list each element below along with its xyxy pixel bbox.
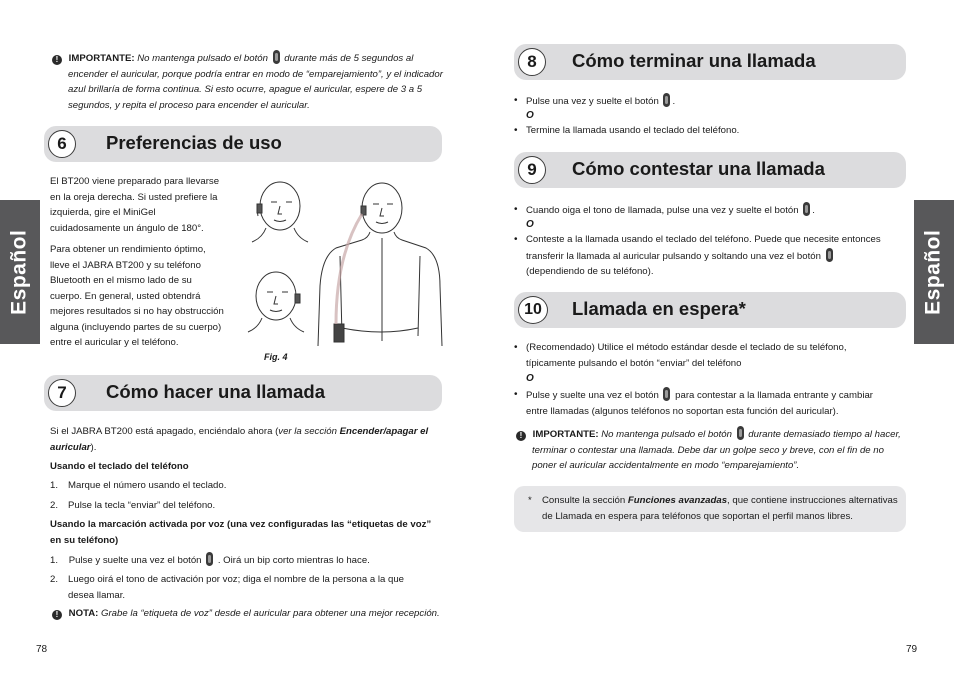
or-separator: O xyxy=(526,219,534,230)
headset-button-icon xyxy=(826,248,833,262)
headset-button-icon xyxy=(663,93,670,107)
section-number: 10 xyxy=(518,296,548,324)
language-tab-left xyxy=(0,200,40,344)
keypad-step-2: 2. Pulse la tecla “enviar” del teléfono. xyxy=(50,500,216,511)
section-8-header xyxy=(514,44,906,80)
wearing-position-illustration xyxy=(244,176,444,356)
section-10-bullet-1: • (Recomendado) Utilice el método estándar desde el teclado de su teléfono, típicamente pulsando el botón “enviar” del teléfono xyxy=(526,340,906,371)
section-number: 9 xyxy=(518,156,546,184)
signal-arc xyxy=(336,214,362,324)
headset-button-icon xyxy=(803,202,810,216)
language-tab-right xyxy=(914,200,954,344)
warning-icon: ! xyxy=(52,610,62,620)
section-7-header xyxy=(44,375,442,411)
voice-step-1: 1. Pulse y suelte una vez el botón . Oirá un bip corto mientras lo hace. xyxy=(50,552,370,569)
language-tab-label: Español xyxy=(7,229,31,315)
footnote-marker: * xyxy=(528,495,532,506)
or-separator: O xyxy=(526,110,534,121)
headset-button-icon xyxy=(273,50,280,64)
section-6-paragraph-1: El BT200 viene preparado para llevarse en la oreja derecha. Si usted prefiere la izquierda, gire el MiniGel cuidadosamente un ángulo de 180°. xyxy=(50,176,220,234)
section-8-bullet-2: • Termine la llamada usando el teclado del teléfono. xyxy=(526,123,739,139)
warning-icon: ! xyxy=(516,431,526,441)
keypad-heading: Usando el teclado del teléfono xyxy=(50,461,189,472)
section-number: 8 xyxy=(518,48,546,76)
section-title: Preferencias de uso xyxy=(106,132,282,153)
section-number: 6 xyxy=(48,130,76,158)
head-sketch-top xyxy=(252,182,308,242)
voice-step-2: 2. Luego oirá el tono de activación por voz; diga el nombre de la persona a la que desea llamar. xyxy=(50,574,405,601)
section-8-bullet-1: • Pulse una vez y suelte el botón . xyxy=(526,93,675,110)
important-note-right: ! IMPORTANTE: No mantenga pulsado el botón durante demasiado tiempo al hacer, terminar o contestar una llamada. Debe dar un golpe seco y breve, con el fin de no poner el auricular accidentalmente en modo “emparejamiento”. xyxy=(516,426,906,474)
head-sketch-bottom xyxy=(248,272,304,332)
headset-button-icon xyxy=(737,426,744,440)
figure-caption: Fig. 4 xyxy=(264,352,288,362)
page-number-left: 78 xyxy=(36,644,48,655)
warning-icon: ! xyxy=(52,55,62,65)
section-6-paragraph-2: Para obtener un rendimiento óptimo, lleve el JABRA BT200 y su teléfono Bluetooth en el mismo lado de su cuerpo. En general, usted obtendrá mejores resultados si no hay obstrucción alguna (incluyendo partes de su cuerpo) entre el auricular y el teléfono. xyxy=(50,244,224,348)
section-title: Llamada en espera* xyxy=(572,298,746,319)
page-number-right: 79 xyxy=(906,644,918,655)
section-title: Cómo hacer una llamada xyxy=(106,381,325,402)
section-number: 7 xyxy=(48,379,76,407)
section-9-header xyxy=(514,152,906,188)
voice-dialing-heading: Usando la marcación activada por voz (una vez configuradas las “etiquetas de voz” en su teléfono) xyxy=(50,519,432,546)
important-note: ! IMPORTANTE: No mantenga pulsado el botón durante más de 5 segundos al encender el auricular, porque podría entrar en modo de “emparejamiento”, y el indicador azul brillaría de forma continua. Si esto ocurre, apague el auricular, espere de 3 a 5 segundos, y repita el proceso para encender el auricular. xyxy=(52,50,452,113)
or-separator: O xyxy=(526,373,534,384)
note: ! NOTA: Grabe la “etiqueta de voz” desde el auricular para obtener una mejor recepción. xyxy=(52,606,440,622)
section-9-bullet-1: • Cuando oiga el tono de llamada, pulse una vez y suelte el botón . xyxy=(526,202,815,219)
language-tab-label: Español xyxy=(921,229,945,315)
section-title: Cómo contestar una llamada xyxy=(572,158,825,179)
footnote-box xyxy=(514,486,906,532)
section-title: Cómo terminar una llamada xyxy=(572,50,816,71)
keypad-step-1: 1. Marque el número usando el teclado. xyxy=(50,480,227,491)
section-6-header xyxy=(44,126,442,162)
headset-button-icon xyxy=(663,387,670,401)
section-7-intro: Si el JABRA BT200 está apagado, enciéndalo ahora (ver la sección Encender/apagar el auricular). xyxy=(50,426,429,453)
footnote-text: Consulte la sección Funciones avanzadas, que contiene instrucciones alternativas de Llamada en espera para teléfonos que soportan el perfil manos libres. xyxy=(542,495,898,522)
section-10-header xyxy=(514,292,906,328)
headset-button-icon xyxy=(206,552,213,566)
section-9-bullet-2: • Conteste a la llamada usando el teclado del teléfono. Puede que necesite entonces transferir la llamada al auricular pulsando y soltando una vez el botón (dependiendo de su teléfono). xyxy=(526,232,906,280)
section-10-bullet-2: • Pulse y suelte una vez el botón para contestar a la llamada entrante y cambiar entre llamadas (algunos teléfonos no soportan esta función del auricular). xyxy=(526,387,906,419)
